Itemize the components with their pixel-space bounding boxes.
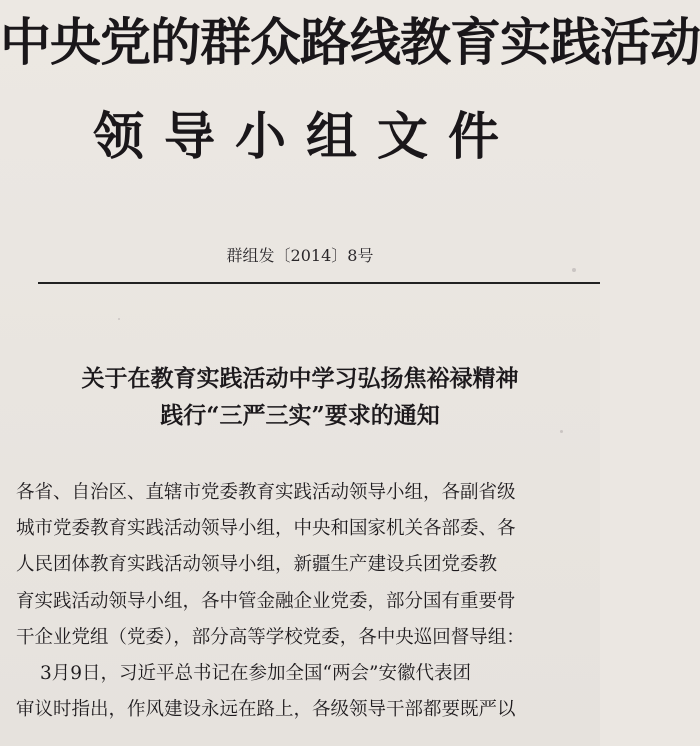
body-line-2: 城市党委教育实践活动领导小组，中央和国家机关各部委、各: [16, 518, 516, 540]
scan-speck: [560, 430, 563, 433]
scan-speck: [572, 268, 576, 272]
body-line-5: 干企业党组（党委），部分高等学校党委，各中央巡回督导组：: [16, 626, 525, 648]
notice-title-line-2: 践行“三严三实”要求的通知: [160, 402, 440, 429]
body-line-4: 育实践活动领导小组，各中管金融企业党委，部分国有重要骨: [16, 590, 516, 612]
document-number: 群组发〔2014〕8号: [226, 246, 374, 265]
body-line-3: 人民团体教育实践活动领导小组，新疆生产建设兵团党委教: [16, 554, 498, 576]
document-header-line-1: 中央党的群众路线教育实践活动: [0, 13, 700, 73]
body-line-7: 审议时指出，作风建设永远在路上，各级领导干部都要既严以: [16, 699, 516, 721]
scan-speck: [118, 318, 120, 320]
document-header-line-2: 领导小组文件: [92, 107, 519, 167]
notice-title-line-1: 关于在教育实践活动中学习弘扬焦裕禄精神: [81, 365, 519, 392]
header-divider: [38, 282, 600, 284]
body-line-1: 各省、自治区、直辖市党委教育实践活动领导小组，各副省级: [16, 482, 516, 503]
body-line-6: 3月9日，习近平总书记在参加全国“两会”安徽代表团: [40, 662, 471, 684]
notice-body: [16, 475, 600, 728]
